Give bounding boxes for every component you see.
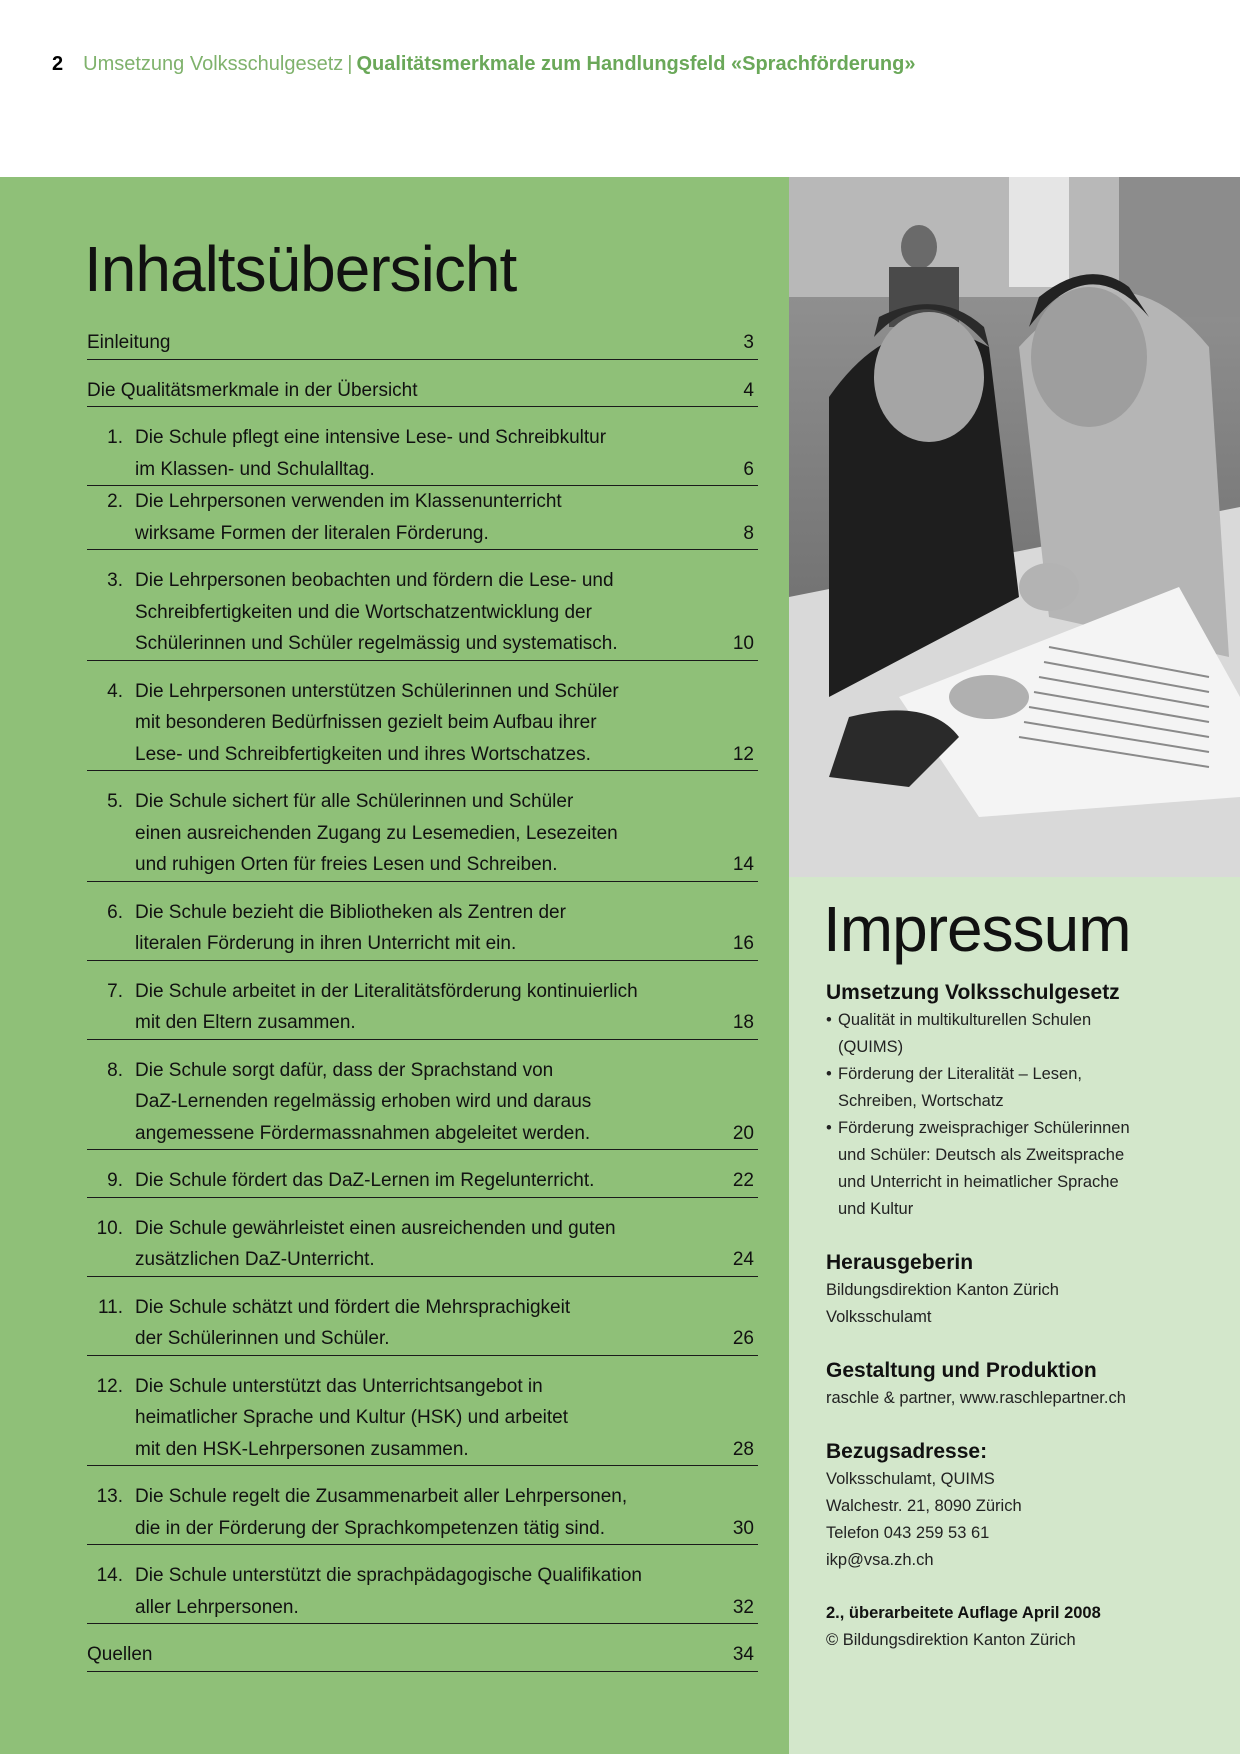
classroom-photo	[789, 177, 1240, 877]
program-bullet-continuation	[826, 1088, 1226, 1115]
toc-entry-title: Einleitung	[87, 332, 171, 353]
document-title: Qualitätsmerkmale zum Handlungsfeld «Sprachförderung»	[356, 53, 916, 75]
toc-page-number: 14	[732, 854, 754, 875]
toc-entry-line: zusätzlichen DaZ-Unterricht.	[135, 1249, 375, 1270]
toc-entry[interactable]	[87, 1165, 758, 1198]
address-line: Walchestr. 21, 8090 Zürich	[826, 1497, 1022, 1515]
toc-entry[interactable]	[87, 486, 758, 550]
address-section	[826, 1438, 1226, 1574]
design-line: raschle & partner, www.raschlepartner.ch	[826, 1389, 1126, 1407]
edition-note: 2., überarbeitete Auflage April 2008	[826, 1604, 1101, 1622]
email-line: ikp@vsa.zh.ch	[826, 1551, 934, 1569]
program-bullet-item	[826, 1061, 1226, 1088]
toc-entry-line: Die Schule arbeitet in der Literalitätsförderung kontinuierlich	[135, 980, 638, 1002]
toc-entry-number: 5.	[107, 791, 123, 812]
toc-entry-line: im Klassen- und Schulalltag.	[135, 458, 375, 480]
toc-entry-number: 1.	[107, 427, 123, 448]
toc-entry-line: mit besonderen Bedürfnissen gezielt beim Aufbau ihrer	[135, 712, 597, 733]
program-bullet-text: und Unterricht in heimatlicher Sprache	[838, 1173, 1119, 1191]
program-section	[826, 979, 1226, 1223]
program-bullet-continuation	[826, 1034, 1226, 1061]
toc-entry-line: aller Lehrpersonen.	[135, 1596, 299, 1618]
program-bullet-text: und Kultur	[838, 1200, 914, 1218]
toc-page-number: 22	[732, 1170, 754, 1191]
publisher-line: Volksschulamt	[826, 1308, 932, 1326]
toc-page-number: 32	[732, 1596, 754, 1618]
impressum-body	[826, 979, 1226, 1654]
toc-entry-number: 10.	[96, 1217, 123, 1239]
toc-entry-line: Die Schule gewährleistet einen ausreichenden und guten	[135, 1217, 616, 1239]
publisher-section	[826, 1249, 1226, 1331]
toc-page-number: 16	[732, 933, 754, 954]
toc-entry-number: 6.	[107, 901, 123, 923]
address-line: Volksschulamt, QUIMS	[826, 1470, 995, 1488]
program-title: Umsetzung Volksschulgesetz	[826, 981, 1120, 1004]
toc-entry-line: Schreibfertigkeiten und die Wortschatzentwicklung der	[135, 601, 592, 623]
design-title: Gestaltung und Produktion	[826, 1359, 1097, 1382]
toc-entry-title: Quellen	[87, 1644, 153, 1665]
toc-page-number: 6	[743, 458, 754, 480]
toc-entry[interactable]	[87, 375, 758, 408]
toc-entry[interactable]	[87, 565, 758, 661]
program-bullet-continuation	[826, 1142, 1226, 1169]
toc-list	[87, 327, 758, 1672]
phone-line: Telefon 043 259 53 61	[826, 1524, 990, 1542]
toc-entry[interactable]	[87, 1481, 758, 1545]
program-bullet-item	[826, 1115, 1226, 1142]
toc-entry-number: 12.	[96, 1375, 123, 1397]
design-section	[826, 1357, 1226, 1412]
toc-page-number: 12	[732, 743, 754, 765]
impressum-panel	[789, 877, 1240, 1754]
toc-entry-line: Die Schule bezieht die Bibliotheken als Zentren der	[135, 901, 566, 923]
toc-page-number: 28	[732, 1438, 754, 1460]
toc-entry-number: 11.	[97, 1296, 123, 1318]
toc-entry-line: Lese- und Schreibfertigkeiten und ihres Wortschatzes.	[135, 743, 591, 765]
toc-page-number: 10	[732, 633, 754, 654]
program-bullet-item	[826, 1007, 1226, 1034]
toc-page-number: 20	[732, 1122, 754, 1144]
series-title: Umsetzung Volksschulgesetz	[83, 53, 344, 75]
program-bullet-text: und Schüler: Deutsch als Zweitsprache	[838, 1146, 1125, 1164]
page-number: 2	[52, 53, 64, 75]
toc-entry-line: wirksame Formen der literalen Förderung.	[135, 522, 489, 544]
toc-page-number: 18	[732, 1012, 754, 1033]
header-separator: |	[347, 53, 353, 75]
toc-entry-line: Die Schule schätzt und fördert die Mehrsprachigkeit	[135, 1296, 571, 1318]
toc-page-number: 3	[743, 332, 754, 353]
toc-entry[interactable]	[87, 1560, 758, 1624]
toc-page-number: 4	[743, 379, 754, 401]
publisher-title: Herausgeberin	[826, 1251, 974, 1274]
running-header	[52, 48, 915, 80]
toc-entry-number: 7.	[107, 980, 123, 1002]
toc-entry-number: 4.	[107, 680, 123, 702]
toc-entry-line: Die Lehrpersonen unterstützen Schülerinnen und Schüler	[135, 680, 619, 702]
toc-entry[interactable]	[87, 786, 758, 882]
program-bullet-text: Qualität in multikulturellen Schulen	[838, 1011, 1092, 1029]
publisher-line: Bildungsdirektion Kanton Zürich	[826, 1281, 1059, 1299]
toc-entry[interactable]	[87, 1213, 758, 1277]
edition-section	[826, 1600, 1226, 1654]
toc-entry-line: der Schülerinnen und Schüler.	[135, 1328, 390, 1349]
toc-page-number: 34	[732, 1644, 754, 1665]
toc-entry-line: die in der Förderung der Sprachkompetenzen tätig sind.	[135, 1517, 605, 1539]
toc-entry-number: 14.	[96, 1565, 123, 1586]
toc-entry-line: DaZ-Lernenden regelmässig erhoben wird und daraus	[135, 1091, 592, 1112]
program-bullet-continuation	[826, 1196, 1226, 1223]
toc-entry[interactable]	[87, 1055, 758, 1151]
toc-page-number: 8	[743, 522, 754, 544]
toc-entry-number: 2.	[107, 491, 123, 512]
toc-entry-line: Die Schule unterstützt das Unterrichtsangebot in	[135, 1375, 543, 1397]
address-title: Bezugsadresse:	[826, 1440, 988, 1463]
toc-entry-number: 9.	[107, 1170, 123, 1191]
toc-entry[interactable]	[87, 676, 758, 772]
bullet-icon: •	[826, 1119, 832, 1137]
toc-entry-line: Die Schule pflegt eine intensive Lese- und Schreibkultur	[135, 427, 607, 448]
program-bullet-text: Förderung der Literalität – Lesen,	[838, 1065, 1082, 1083]
bullet-icon: •	[826, 1065, 832, 1083]
toc-entry-line: mit den Eltern zusammen.	[135, 1012, 356, 1033]
program-bullet-continuation	[826, 1169, 1226, 1196]
classroom-photo-image	[789, 177, 1240, 877]
toc-heading: Inhaltsübersicht	[84, 233, 517, 305]
impressum-heading: Impressum	[823, 893, 1131, 965]
toc-entry-line: Die Schule fördert das DaZ-Lernen im Regelunterricht.	[135, 1170, 595, 1191]
toc-entry-line: einen ausreichenden Zugang zu Lesemedien, Lesezeiten	[135, 822, 618, 844]
toc-entry-line: Schülerinnen und Schüler regelmässig und systematisch.	[135, 633, 618, 654]
program-bullet-text: (QUIMS)	[838, 1038, 904, 1056]
toc-entry-line: Die Schule unterstützt die sprachpädagogische Qualifikation	[135, 1565, 642, 1586]
toc-entry-line: Die Schule regelt die Zusammenarbeit aller Lehrpersonen,	[135, 1486, 628, 1507]
table-of-contents-panel	[0, 177, 789, 1754]
toc-entry-line: Die Lehrpersonen beobachten und fördern die Lese- und	[135, 570, 614, 591]
toc-entry-line: literalen Förderung in ihren Unterricht mit ein.	[135, 933, 517, 954]
toc-entry[interactable]	[87, 422, 758, 486]
toc-entry-line: angemessene Fördermassnahmen abgeleitet werden.	[135, 1122, 591, 1144]
toc-entry[interactable]	[87, 327, 758, 360]
toc-entry-line: heimatlicher Sprache und Kultur (HSK) und arbeitet	[135, 1407, 569, 1428]
toc-entry-number: 8.	[107, 1059, 123, 1081]
program-list	[826, 1007, 1226, 1223]
toc-page-number: 24	[732, 1249, 754, 1270]
toc-entry-title: Die Qualitätsmerkmale in der Übersicht	[87, 379, 418, 401]
toc-entry[interactable]	[87, 1292, 758, 1356]
toc-page-number: 26	[732, 1328, 754, 1349]
toc-entry[interactable]	[87, 1371, 758, 1467]
toc-entry-line: mit den HSK-Lehrpersonen zusammen.	[135, 1438, 469, 1460]
toc-entry-line: Die Schule sichert für alle Schülerinnen und Schüler	[135, 791, 574, 812]
toc-entry-number: 13.	[96, 1486, 123, 1507]
toc-entry[interactable]	[87, 1639, 758, 1672]
toc-entry[interactable]	[87, 976, 758, 1040]
toc-entry-line: Die Lehrpersonen verwenden im Klassenunterricht	[135, 491, 562, 512]
toc-page-number: 30	[732, 1517, 754, 1539]
toc-entry[interactable]	[87, 897, 758, 961]
bullet-icon: •	[826, 1011, 832, 1029]
program-bullet-text: Schreiben, Wortschatz	[838, 1092, 1004, 1110]
program-bullet-text: Förderung zweisprachiger Schülerinnen	[838, 1119, 1130, 1137]
toc-entry-line: und ruhigen Orten für freies Lesen und Schreiben.	[135, 854, 558, 875]
copyright-note: © Bildungsdirektion Kanton Zürich	[826, 1631, 1076, 1649]
toc-entry-number: 3.	[107, 570, 123, 591]
toc-entry-line: Die Schule sorgt dafür, dass der Sprachstand von	[135, 1059, 554, 1081]
